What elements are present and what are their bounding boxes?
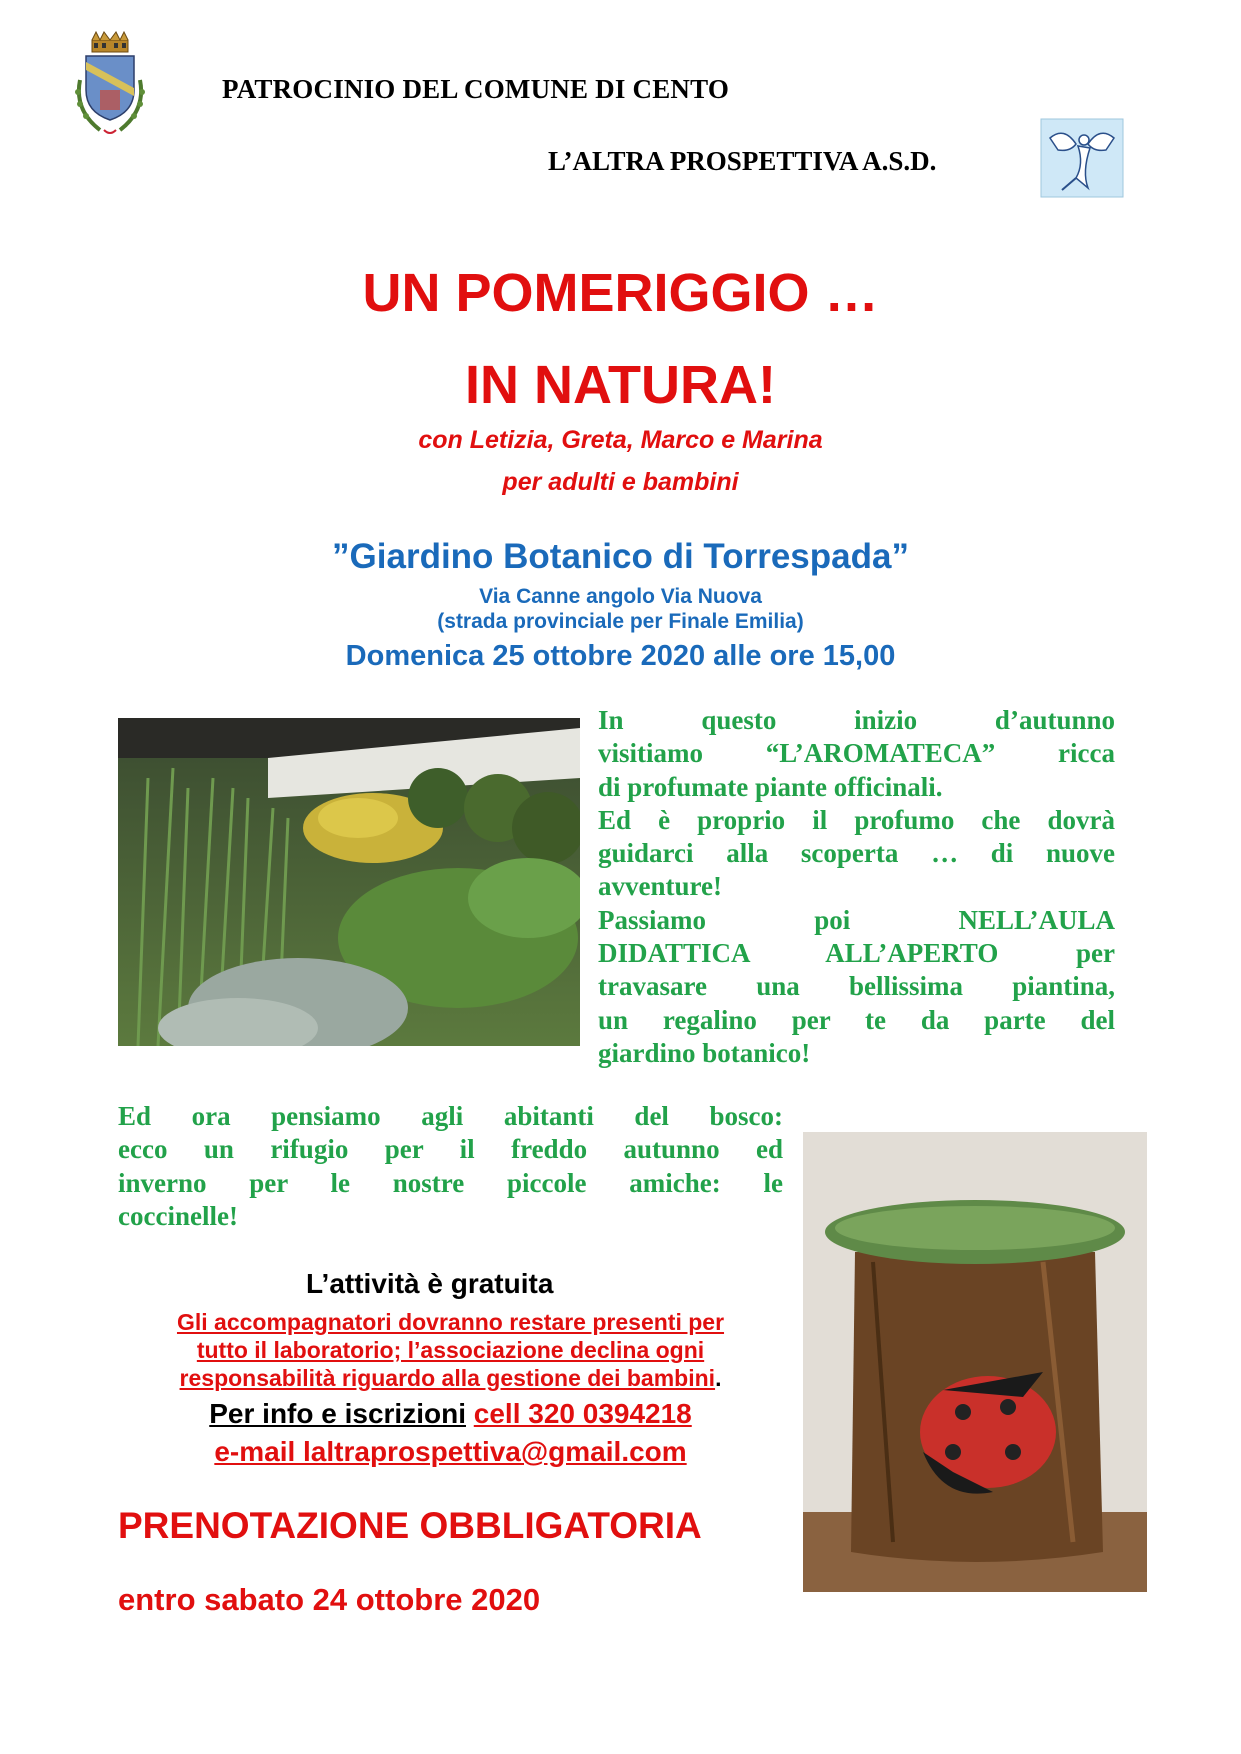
town-crest-icon	[70, 30, 150, 140]
warning-line3: responsabilità riguardo alla gestione dei bambini.	[179, 1365, 722, 1391]
angel-figure-icon	[1040, 118, 1124, 198]
venue-address-line2: (strada provinciale per Finale Emilia)	[437, 610, 804, 633]
description-line: di profumate piante officinali.	[598, 771, 943, 802]
description-line: avventure!	[598, 871, 722, 902]
email-link[interactable]: e-mail laltraprospettiva@gmail.com	[214, 1436, 687, 1467]
info-label: Per info e iscrizioni	[209, 1398, 466, 1429]
phone-number[interactable]: cell 320 0394218	[473, 1398, 692, 1429]
description-line: DIDATTICA ALL’APERTO per	[598, 938, 1115, 969]
warning-text: tutto il laboratorio; l’associazione declina ogni	[196, 1337, 705, 1363]
free-activity-note: L’attività è gratuita	[306, 1268, 554, 1299]
warning-text: responsabilità riguardo alla gestione dei bambini	[179, 1365, 716, 1391]
ladybug-line: inverno per le nostre piccole amiche: le	[118, 1167, 783, 1198]
main-title-line2: IN NATURA!	[465, 355, 776, 415]
description-line: un regalino per te da parte del	[598, 1004, 1115, 1035]
main-title-line1: UN POMERIGGIO …	[362, 263, 879, 323]
description-line: visitiamo “L’AROMATECA” ricca	[598, 738, 1115, 769]
ladybug-line: coccinelle!	[118, 1200, 238, 1231]
description-line: Ed è proprio il profumo che dovrà	[598, 804, 1115, 835]
association-name: L’ALTRA PROSPETTIVA A.S.D.	[548, 146, 937, 176]
audience-subtitle: per adulti e bambini	[502, 468, 739, 496]
aromatic-plants-photo	[118, 718, 580, 1046]
description-line: Passiamo poi NELL’AULA	[598, 904, 1115, 935]
description-line: giardino botanico!	[598, 1037, 811, 1068]
description-line: In questo inizio d’autunno	[598, 705, 1115, 735]
venue-name: ”Giardino Botanico di Torrespada”	[332, 537, 909, 576]
ladybug-description	[118, 1100, 783, 1233]
info-contacts	[118, 1398, 783, 1430]
description-line: travasare una bellissima piantina,	[598, 971, 1115, 1002]
patrocinio-heading: PATROCINIO DEL COMUNE DI CENTO	[222, 74, 730, 104]
booking-deadline: entro sabato 24 ottobre 2020	[118, 1582, 541, 1617]
booking-required: PRENOTAZIONE OBBLIGATORIA	[118, 1505, 702, 1546]
hosts-subtitle: con Letizia, Greta, Marco e Marina	[418, 426, 823, 454]
description-line: guidarci alla scoperta … di nuove	[598, 838, 1115, 869]
ladybug-shelter-photo	[803, 1132, 1147, 1592]
event-date: Domenica 25 ottobre 2020 alle ore 15,00	[345, 640, 896, 672]
warning-text: Gli accompagnatori dovranno restare presenti per	[176, 1309, 725, 1335]
ladybug-line: ecco un rifugio per il freddo autunno ed	[118, 1134, 783, 1165]
warning-line2	[118, 1337, 783, 1364]
activity-description	[598, 704, 1115, 1070]
ladybug-line: Ed ora pensiamo agli abitanti del bosco:	[118, 1101, 783, 1131]
venue-address-line1: Via Canne angolo Via Nuova	[479, 585, 762, 608]
warning-line1	[118, 1309, 783, 1336]
